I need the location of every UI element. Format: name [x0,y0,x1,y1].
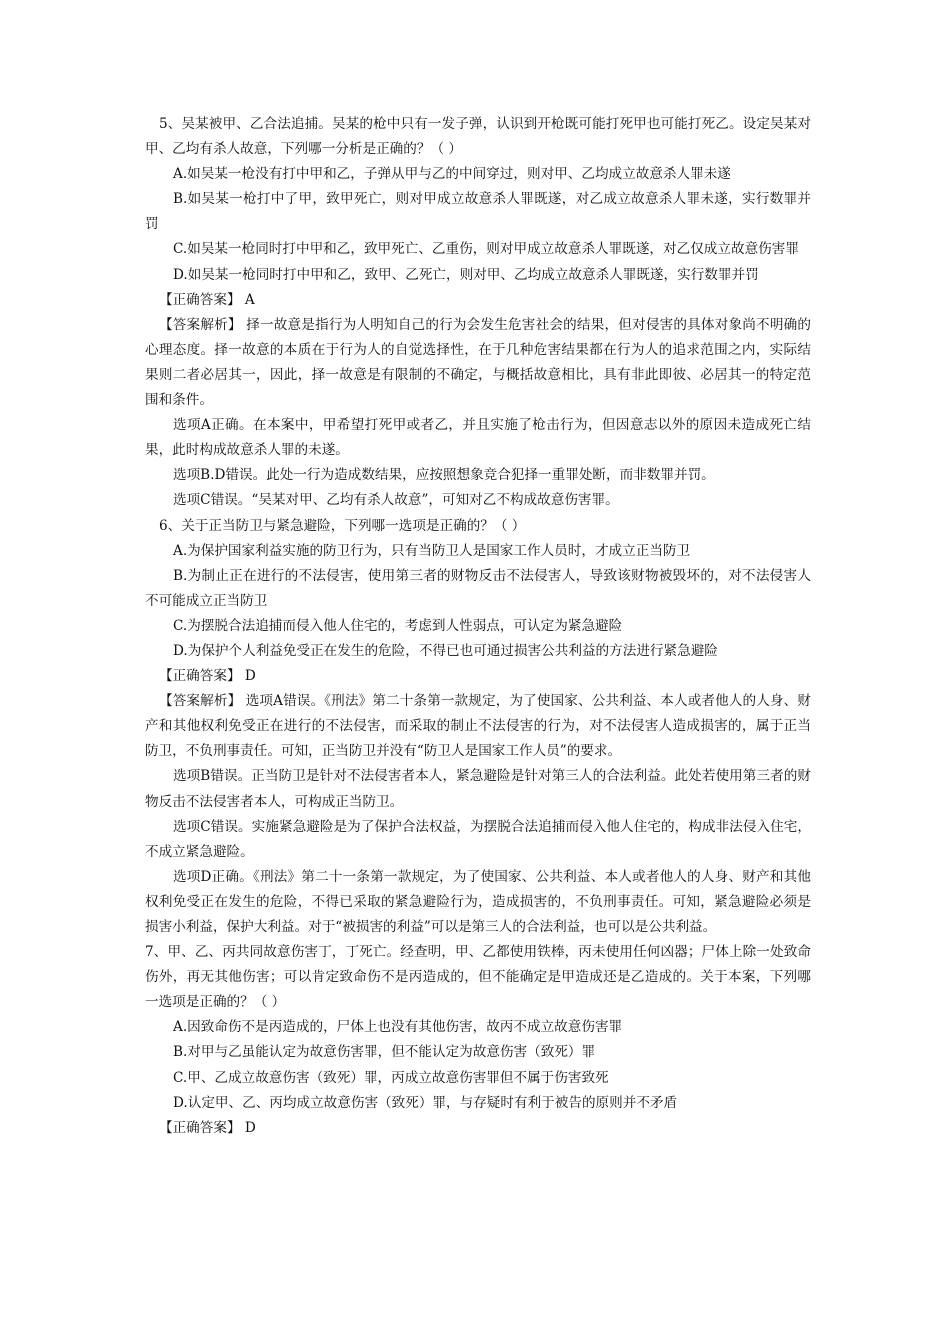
option-d: D.为保护个人利益免受正在发生的危险，不得已也可通过损害公共利益的方法进行紧急避险 [173,642,718,659]
explanation-paragraph: 选项C错误。“吴某对甲、乙均有杀人故意”，可知对乙不构成故意伤害罪。 [173,492,619,509]
question-stem: 5、吴某被甲、乙合法追捕。吴某的枪中只有一发子弹，认识到开枪既可能打死甲也可能打死乙。设定吴某对甲、乙均有杀人故意，下列哪一分析是正确的？（ ） [145,116,811,158]
answer-explanation: 【答案解析】 择一故意是指行为人明知自己的行为会发生危害社会的结果，但对侵害的具体对象尚不明确的心理态度。择一故意的本质在于行为人的自觉选择性，在于几种危害结果都在行为人的追求范围之内，实际结果则二者必居其一，因此，择一故意是有限制的不确定，与概括故意相比，具有非此即彼、必居其一的特定范围和条件。 [145,316,811,409]
explanation-paragraph: 选项D正确。《刑法》第二十一条第一款规定，为了使国家、公共利益、本人或者他人的人身、财产和其他权利免受正在发生的危险，不得已采取的紧急避险行为，造成损害的，不负刑事责任。可知，紧急避险必须是损害小利益，保护大利益。对于“被损害的利益”可以是第三人的合法利益，也可以是公共利益。 [145,868,811,935]
explanation-paragraph: 选项C错误。实施紧急避险是为了保护合法权益，为摆脱合法追捕而侵入他人住宅的，构成非法侵入住宅，不成立紧急避险。 [145,818,811,860]
correct-answer: 【正确答案】 D [159,1119,256,1136]
correct-answer: 【正确答案】 D [159,668,256,685]
document-page [145,112,811,1141]
option-a: A.如吴某一枪没有打中甲和乙，子弹从甲与乙的中间穿过，则对甲、乙均成立故意杀人罪未遂 [173,166,731,183]
option-d: D.认定甲、乙、丙均成立故意伤害（致死）罪，与存疑时有利于被告的原则并不矛盾 [173,1094,678,1111]
question-7 [145,940,811,1141]
option-b: B.如吴某一枪打中了甲，致甲死亡，则对甲成立故意杀人罪既遂，对乙成立故意杀人罪未遂，实行数罪并罚 [145,191,811,233]
correct-answer: 【正确答案】 A [159,291,255,308]
option-a: A.因致命伤不是丙造成的，尸体上也没有其他伤害，故丙不成立故意伤害罪 [173,1019,623,1036]
question-stem: 6、关于正当防卫与紧急避险，下列哪一选项是正确的？（ ） [159,517,526,534]
option-b: B.对甲与乙虽能认定为故意伤害罪，但不能认定为故意伤害（致死）罪 [173,1044,596,1061]
explanation-paragraph: 选项A正确。在本案中，甲希望打死甲或者乙，并且实施了枪击行为，但因意志以外的原因未造成死亡结果，此时构成故意杀人罪的未遂。 [145,417,811,459]
question-stem: 7、甲、乙、丙共同故意伤害丁，丁死亡。经查明，甲、乙都使用铁棒，丙未使用任何凶器；尸体上除一处致命伤外，再无其他伤害；可以肯定致命伤不是丙造成的，但不能确定是甲造成还是乙造成的。关于本案，下列哪一选项是正确的？（ ） [145,944,811,1011]
option-c: C.如吴某一枪同时打中甲和乙，致甲死亡、乙重伤，则对甲成立故意杀人罪既遂，对乙仅成立故意伤害罪 [173,241,799,258]
question-6 [145,514,811,941]
question-5 [145,112,811,514]
option-c: C.为摆脱合法追捕而侵入他人住宅的，考虑到人性弱点，可认定为紧急避险 [173,617,623,634]
option-a: A.为保护国家利益实施的防卫行为，只有当防卫人是国家工作人员时，才成立正当防卫 [173,542,691,559]
option-d: D.如吴某一枪同时打中甲和乙，致甲、乙死亡，则对甲、乙均成立故意杀人罪既遂，实行数罪并罚 [173,266,759,283]
explanation-paragraph: 选项B.D错误。此处一行为造成数结果，应按照想象竞合犯择一重罪处断，而非数罪并罚。 [173,467,715,484]
answer-explanation: 【答案解析】 选项A错误。《刑法》第二十条第一款规定，为了使国家、公共利益、本人或者他人的人身、财产和其他权利免受正在进行的不法侵害，而采取的制止不法侵害的行为，对不法侵害人造成损害的，属于正当防卫，不负刑事责任。可知，正当防卫并没有“防卫人是国家工作人员”的要求。 [145,693,811,760]
option-c: C.甲、乙成立故意伤害（致死）罪，丙成立故意伤害罪但不属于伤害致死 [173,1069,609,1086]
explanation-paragraph: 选项B错误。正当防卫是针对不法侵害者本人，紧急避险是针对第三人的合法利益。此处若使用第三者的财物反击不法侵害者本人，可构成正当防卫。 [145,768,811,810]
option-b: B.为制止正在进行的不法侵害，使用第三者的财物反击不法侵害人，导致该财物被毁坏的，对不法侵害人不可能成立正当防卫 [145,567,811,609]
